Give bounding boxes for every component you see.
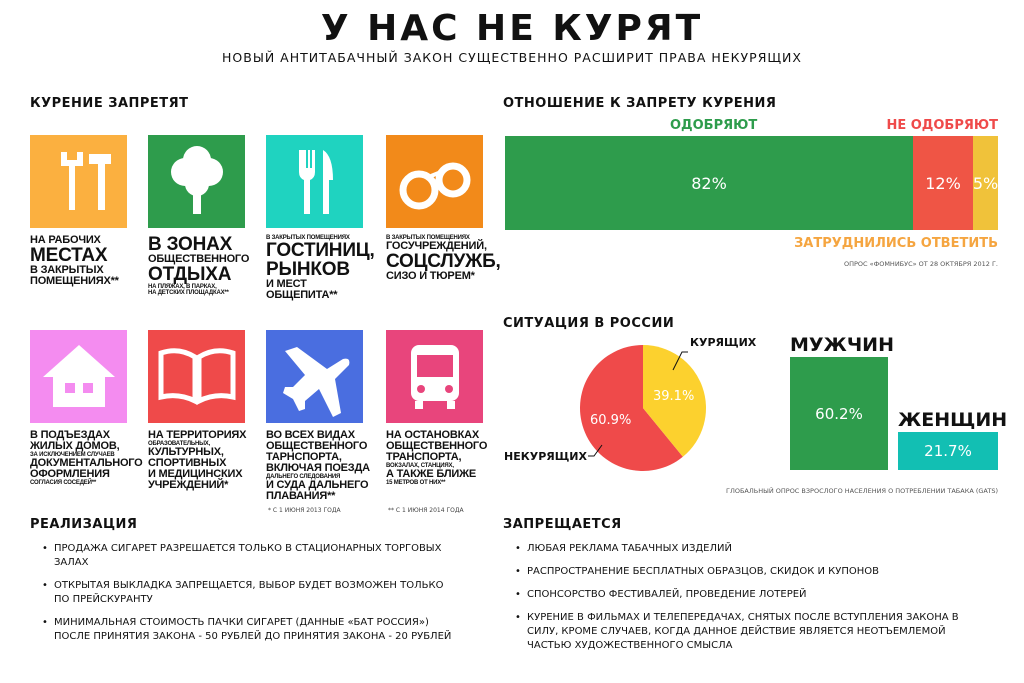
ban-caption-line: СОЦСЛУЖБ,	[386, 251, 501, 272]
ban-caption-line: ТРАНСПОРТА,	[386, 451, 462, 463]
ban-caption-line: А ТАКЖЕ БЛИЖЕ	[386, 468, 476, 480]
ban-caption-line: И МЕСТ ОБЩЕПИТА**	[266, 278, 338, 301]
ban-caption-line: И СУДА ДАЛЬНЕГО	[266, 479, 369, 491]
fork-knife-icon	[275, 142, 355, 222]
smokers-pct: 39.1%	[653, 389, 695, 404]
ban-tile	[148, 135, 245, 228]
ban-caption-line: ВКЛЮЧАЯ ПОЕЗДА	[266, 462, 370, 474]
ban-caption-line: 15 МЕТРОВ ОТ НИХ**	[386, 480, 446, 486]
undecided-label: ЗАТРУДНИЛИСЬ ОТВЕТИТЬ	[794, 236, 998, 251]
ban-caption-line: В ЗАКРЫТЫХ ПОМЕЩЕНИЯХ	[386, 235, 470, 241]
disapprove-label: НЕ ОДОБРЯЮТ	[886, 118, 998, 133]
ban-caption-line: ГОСТИНИЦ,	[266, 240, 375, 261]
book-icon	[157, 337, 237, 417]
list-item: • МИНИМАЛЬНАЯ СТОИМОСТЬ ПАЧКИ СИГАРЕТ (ДАННЫЕ «БАТ РОССИЯ») ПОСЛЕ ПРИНЯТИЯ ЗАКОНА - 50 РУБЛЕЙ ДО ПРИНЯТИЯ ЗАКОНА - 20 РУБЛЕЙ	[42, 616, 462, 644]
ban-caption-line: МЕСТАХ	[30, 245, 108, 266]
tree-icon	[157, 142, 237, 222]
ban-caption-line: ОБЩЕСТВЕННОГО	[386, 440, 488, 452]
russia-source: ГЛОБАЛЬНЫЙ ОПРОС ВЗРОСЛОГО НАСЕЛЕНИЯ О ПОТРЕБЛЕНИИ ТАБАКА (GATS)	[726, 487, 998, 495]
ban-caption-line: И МЕДИЦИНСКИХ	[148, 468, 243, 480]
attitude-bar-segment: 12%	[913, 136, 973, 230]
approve-label: ОДОБРЯЮТ	[670, 118, 758, 133]
ban-caption-line: ОБЩЕСТВЕННОГО	[148, 253, 250, 265]
ban-caption-line: В ПОДЪЕЗДАХ	[30, 429, 110, 441]
ban-caption-line: СПОРТИВНЫХ	[148, 457, 227, 469]
ban-caption-line: ОТДЫХА	[148, 264, 232, 285]
ban-caption-line: НА ДЕТСКИХ ПЛОЩАДКАХ**	[148, 290, 229, 296]
list-item: • ЛЮБАЯ РЕКЛАМА ТАБАЧНЫХ ИЗДЕЛИЙ	[515, 542, 985, 556]
nonsmokers-label: НЕКУРЯЩИХ	[504, 450, 587, 463]
ban-caption-line: НА ТЕРРИТОРИЯХ	[148, 429, 247, 441]
bus-icon	[395, 337, 475, 417]
page-title: У НАС НЕ КУРЯТ	[320, 8, 704, 49]
ban-caption	[30, 430, 144, 486]
list-item: • РАСПРОСТРАНЕНИЕ БЕСПЛАТНЫХ ОБРАЗЦОВ, СКИДОК И КУПОНОВ	[515, 565, 985, 579]
ban-caption-line: ЗА ИСКЛЮЧЕНИЕМ СЛУЧАЕВ	[30, 452, 115, 458]
attitude-source: ОПРОС «ФОМНИБУС» ОТ 28 ОКТЯБРЯ 2012 Г.	[843, 260, 998, 268]
ban-caption	[386, 430, 500, 486]
tools-icon	[39, 142, 119, 222]
ban-caption	[386, 235, 500, 282]
list-item: • КУРЕНИЕ В ФИЛЬМАХ И ТЕЛЕПЕРЕДАЧАХ, СНЯТЫХ ПОСЛЕ ВСТУПЛЕНИЯ ЗАКОНА В СИЛУ, КРОМЕ СЛУЧАЕВ, КОГДА ДАННОЕ ДЕЙСТВИЕ ЯВЛЯЕТСЯ НЕОТЪЕМЛЕМОЙ ЧАСТЬЮ ХУДОЖЕСТВЕННОГО СМЫСЛА	[515, 611, 985, 653]
ban-caption-line: НА ПЛЯЖАХ, В ПАРКАХ,	[148, 284, 217, 290]
handcuffs-icon	[395, 142, 475, 222]
women-label: ЖЕНЩИН	[898, 409, 1008, 431]
ban-caption-line: СОГЛАСИЯ СОСЕДЕЙ**	[30, 480, 96, 486]
ban-caption	[148, 430, 262, 491]
ban-tile	[148, 330, 245, 423]
ban-caption-line: ГОСУЧРЕЖДЕНИЙ,	[386, 240, 487, 252]
ban-caption-line: В ЗОНАХ	[148, 234, 233, 255]
attitude-bar-segment: 5%	[973, 136, 998, 230]
ban-caption-line: ВОКЗАЛАХ, СТАНЦИЯХ,	[386, 463, 454, 469]
ban-caption-line: РЫНКОВ	[266, 259, 350, 280]
ban-caption-line: ЖИЛЫХ ДОМОВ,	[30, 440, 120, 452]
forbidden-heading: ЗАПРЕЩАЕТСЯ	[503, 517, 622, 532]
ban-tile	[266, 135, 363, 228]
nonsmokers-pct: 60.9%	[590, 413, 632, 428]
house-icon	[39, 337, 119, 417]
ban-caption-line: ПОМЕЩЕНИЯХ**	[30, 275, 119, 287]
footnote-2013: * С 1 ИЮНЯ 2013 ГОДА	[268, 507, 341, 514]
ban-tile	[386, 330, 483, 423]
list-item: • ПРОДАЖА СИГАРЕТ РАЗРЕШАЕТСЯ ТОЛЬКО В СТАЦИОНАРНЫХ ТОРГОВЫХ ЗАЛАХ	[42, 542, 462, 570]
ban-caption-line: В ЗАКРЫТЫХ ПОМЕЩЕНИЯХ	[266, 235, 350, 241]
attitude-heading: ОТНОШЕНИЕ К ЗАПРЕТУ КУРЕНИЯ	[503, 96, 777, 111]
ban-caption-line: ДАЛЬНЕГО СЛЕДОВАНИЯ	[266, 474, 341, 480]
ban-caption-line: В ЗАКРЫТЫХ	[30, 264, 104, 276]
implementation-heading: РЕАЛИЗАЦИЯ	[30, 517, 138, 532]
ban-caption-line: ОБЩЕСТВЕННОГО	[266, 440, 368, 452]
ban-caption	[266, 235, 380, 301]
ban-caption-line: УЧРЕЖДЕНИЙ*	[148, 479, 229, 491]
ban-caption-line: НА ОСТАНОВКАХ	[386, 429, 479, 441]
airplane-icon	[275, 337, 355, 417]
ban-caption-line: КУЛЬТУРНЫХ,	[148, 446, 224, 458]
ban-caption	[30, 235, 144, 287]
attitude-bar-segment: 82%	[505, 136, 913, 230]
bans-heading: КУРЕНИЕ ЗАПРЕТЯТ	[30, 96, 189, 111]
ban-tile	[30, 135, 127, 228]
ban-tile	[266, 330, 363, 423]
ban-caption-line: СИЗО И ТЮРЕМ*	[386, 270, 475, 282]
forbidden-list	[515, 542, 985, 662]
women-bar: 21.7%	[898, 432, 998, 470]
list-item: • ОТКРЫТАЯ ВЫКЛАДКА ЗАПРЕЩАЕТСЯ, ВЫБОР БУДЕТ ВОЗМОЖЕН ТОЛЬКО ПО ПРЕЙСКУРАНТУ	[42, 579, 462, 607]
ban-caption-line: ДОКУМЕНТАЛЬНОГО	[30, 457, 143, 469]
ban-caption-line: ПЛАВАНИЯ**	[266, 490, 336, 502]
ban-caption	[266, 430, 380, 502]
ban-caption-line: ОБРАЗОВАТЕЛЬНЫХ,	[148, 441, 211, 447]
ban-caption-line: ОФОРМЛЕНИЯ	[30, 468, 110, 480]
list-item: • СПОНСОРСТВО ФЕСТИВАЛЕЙ, ПРОВЕДЕНИЕ ЛОТЕРЕЙ	[515, 588, 985, 602]
implementation-list	[42, 542, 462, 653]
ban-tile	[386, 135, 483, 228]
footnote-2014: ** С 1 ИЮНЯ 2014 ГОДА	[388, 507, 464, 514]
russia-heading: СИТУАЦИЯ В РОССИИ	[503, 316, 675, 331]
men-bar: 60.2%	[790, 357, 888, 470]
ban-caption	[148, 235, 262, 296]
ban-caption-line: НА РАБОЧИХ	[30, 234, 101, 246]
ban-caption-line: ТАРНСПОРТА,	[266, 451, 342, 463]
ban-caption-line: ВО ВСЕХ ВИДАХ	[266, 429, 355, 441]
ban-tile	[30, 330, 127, 423]
men-label: МУЖЧИН	[790, 334, 894, 356]
smokers-label: КУРЯЩИХ	[690, 336, 757, 349]
page-subtitle: НОВЫЙ АНТИТАБАЧНЫЙ ЗАКОН СУЩЕСТВЕННО РАСШИРИТ ПРАВА НЕКУРЯЩИХ	[222, 50, 802, 65]
